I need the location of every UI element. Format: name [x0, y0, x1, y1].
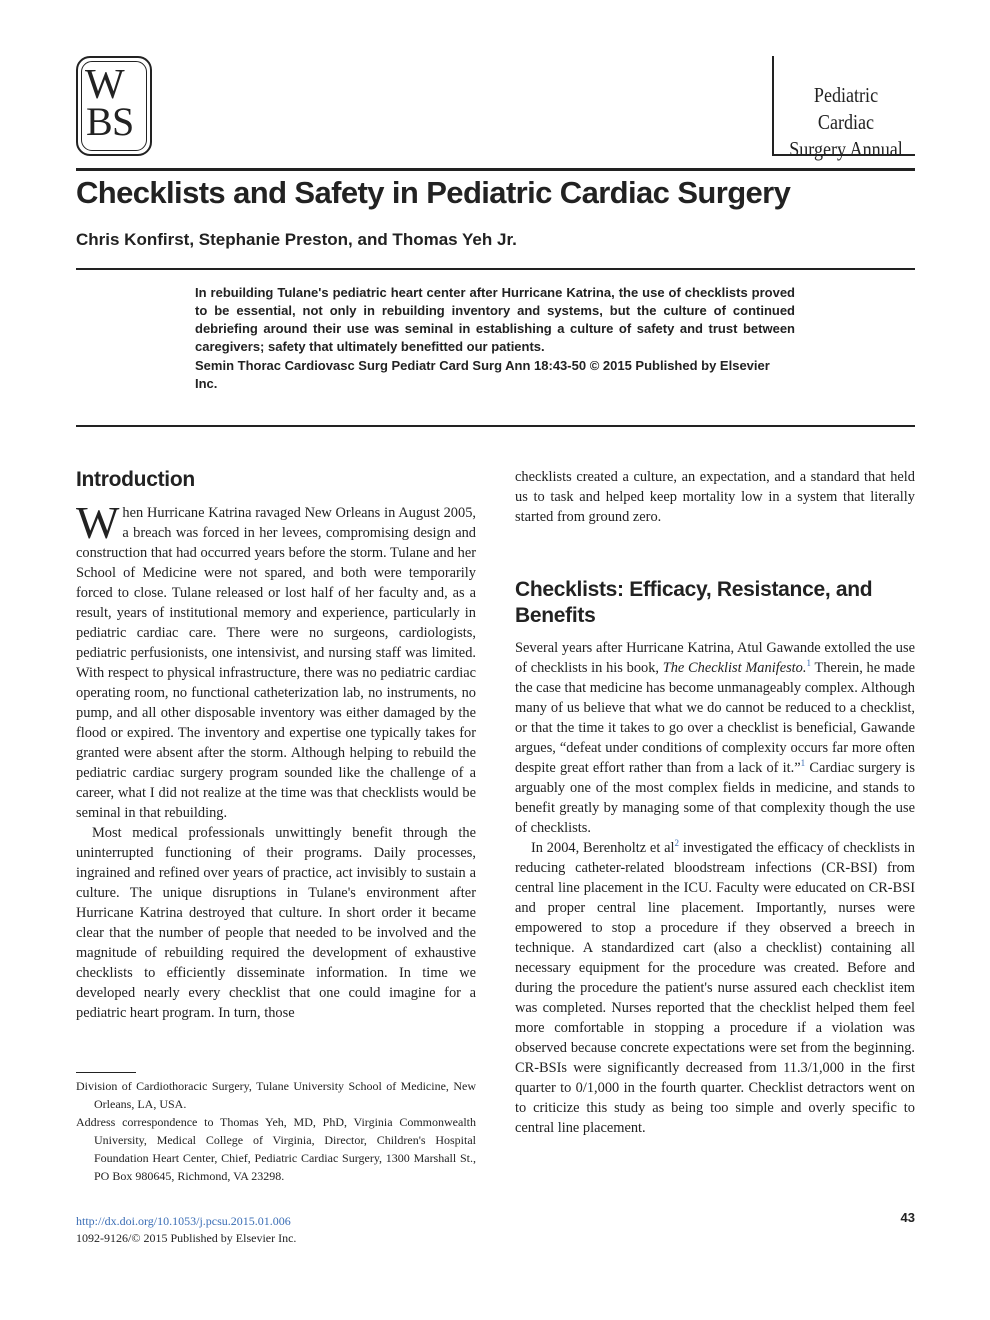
- article-authors: Chris Konfirst, Stephanie Preston, and Thomas Yeh Jr.: [76, 230, 517, 249]
- intro-paragraph-2: Most medical professionals unwittingly benefit through the uninterrupted functioning of their programs. Daily processes, ingrained and refined over years of practice, act invisibly to sustain a culture. The unique disruptions in Tulane's environment after Hurricane Katrina destroyed that culture. In short order it became clear that the number of people that needed to be involved and the magnitude of rebuilding required the development of exhaustive checklists to efficiently disseminate information. In time we developed nearly every checklist that one could imagine for a pediatric heart program. In turn, those: [76, 825, 476, 1021]
- left-column: [76, 497, 476, 1023]
- journal-name-line1: Pediatric Cardiac: [813, 83, 879, 134]
- checklists-paragraph-1: [515, 638, 915, 838]
- journal-name-line2: Surgery Annual: [789, 137, 903, 161]
- abstract-top-rule: [76, 268, 915, 270]
- article-title: Checklists and Safety in Pediatric Cardiac Surgery: [76, 175, 791, 210]
- intro-paragraph-1-text: hen Hurricane Katrina ravaged New Orleans in August 2005, a breach was forced in her levees, compromising design and construction that had occurred years before the storm. Tulane and her School of Medicine were not spared, and both were temporarily forced to close. Tulane released or lost half of her faculty and, as a result, years of institutional memory and experience, particularly in pediatric cardiac care. There were no surgeons, cardiologists, pediatric perfusionists, one intensivist, and nursing staff was limited. With respect to physical infrastructure, there was no pediatric cardiac operating room, no functional catheterization lab, no instruments, no pump, and all other disposable inventory was either damaged by the flood or expired. The inventory and expertise one typically takes for granted were absent after the storm. Although helping to rebuild the pediatric cardiac surgery program sounded like the challenge of a career, what I did not realize at the time was that checklists would be seminal in that rebuilding.: [76, 505, 476, 821]
- journal-logo: [76, 56, 152, 156]
- correspondence-note: Address correspondence to Thomas Yeh, MD, PhD, Virginia Commonwealth University, Medical College of Virginia, Director, Children's Hospital Foundation Heart Center, Chief, Pediatric Cardiac Surgery, 1300 Marshall St., PO Box 980645, Richmond, VA 23298.: [76, 1115, 476, 1183]
- checklists-p2-part-b: investigated the efficacy of checklists in reducing catheter-related bloodstream infections (CR-BSI) from central line placement in the ICU. Faculty were educated on CR-BSI and proper central line placement. Importantly, nurses were empowered to stop a procedure if they observed a breech in technique. A standardized cart (also a checklist) containing all necessary equipment for the procedure was created. Before and during the procedure the patient's nurse assured each checklist item was completed. Nurses reported that the checklist helped them feel more comfortable in stopping a procedure if a violation was observed because concrete expectations were set from the beginning. CR-BSIs were significantly decreased from 11.3/1,000 in the first quarter to 0/1,000 in the fourth quarter. Checklist detractors went on to criticize this study as being too simple and overly specific to central line placement.: [515, 840, 915, 1136]
- doi-link[interactable]: http://dx.doi.org/10.1053/j.pcsu.2015.01.006: [76, 1214, 291, 1228]
- journal-name: [788, 82, 905, 163]
- logo-letter-w: W: [85, 62, 125, 108]
- affiliation-note: Division of Cardiothoracic Surgery, Tulane University School of Medicine, New Orleans, LA, USA.: [76, 1079, 476, 1111]
- copyright-line: 1092-9126/© 2015 Published by Elsevier Inc.: [76, 1231, 297, 1245]
- title-top-rule: [76, 168, 915, 171]
- footnote-rule: [76, 1072, 136, 1073]
- reference-link-1[interactable]: 1: [806, 658, 811, 668]
- checklists-heading: Checklists: Efficacy, Resistance, and Benefits: [515, 578, 873, 627]
- checklists-p1-part-c: Cardiac surgery is arguably one of the most complex fields in medicine, and stands to benefit greatly by managing some of that complexity though the use of checklists.: [515, 760, 915, 836]
- logo-letter-s: S: [112, 99, 135, 144]
- abstract-text: In rebuilding Tulane's pediatric heart center after Hurricane Katrina, the use of checklists proved to be essential, not only in rebuilding inventory and systems, but the culture of continued debriefing around their use was seminal in establishing a culture of safety and trust between caregivers; safety that ultimately benefitted our patients.: [195, 285, 795, 354]
- introduction-heading: Introduction: [76, 468, 195, 491]
- checklists-p2-part-a: In 2004, Berenholtz et al: [531, 840, 675, 856]
- footnotes: [76, 1077, 476, 1185]
- logo-letter-b: B: [86, 99, 113, 144]
- right-column: [515, 638, 915, 1138]
- reference-link-1b[interactable]: 1: [800, 758, 806, 768]
- intro-paragraph-1: [76, 497, 476, 823]
- intro-paragraph-2-continued: checklists created a culture, an expectation, and a standard that held us to task and helped keep mortality low in a system that literally started from ground zero.: [515, 469, 915, 525]
- checklists-p1-part-b: Therein, he made the case that medicine has become unmanageably complex. Although many of us believe that what we do cannot be reduced to a checklist, or that the time it takes to go over a checklist is beneficial, Gawande argues, “defeat under conditions of complexity occurs far more often despite great effort rather than from a lack of it.”: [515, 660, 916, 776]
- page-number: 43: [900, 1210, 915, 1225]
- reference-link-2[interactable]: 2: [674, 838, 680, 848]
- drop-cap: W: [76, 497, 120, 548]
- checklists-paragraph-2: [515, 838, 915, 1138]
- right-column-continuation: [515, 467, 915, 527]
- book-title: The Checklist Manifesto.: [662, 660, 807, 676]
- checklists-p1-part-a: Several years after Hurricane Katrina, Atul Gawande extolled the use of checklists in his book,: [515, 640, 915, 676]
- abstract-bottom-rule: [76, 425, 915, 427]
- citation-text: Semin Thorac Cardiovasc Surg Pediatr Card Surg Ann 18:43-50 © 2015 Published by Elsevier Inc.: [195, 358, 770, 391]
